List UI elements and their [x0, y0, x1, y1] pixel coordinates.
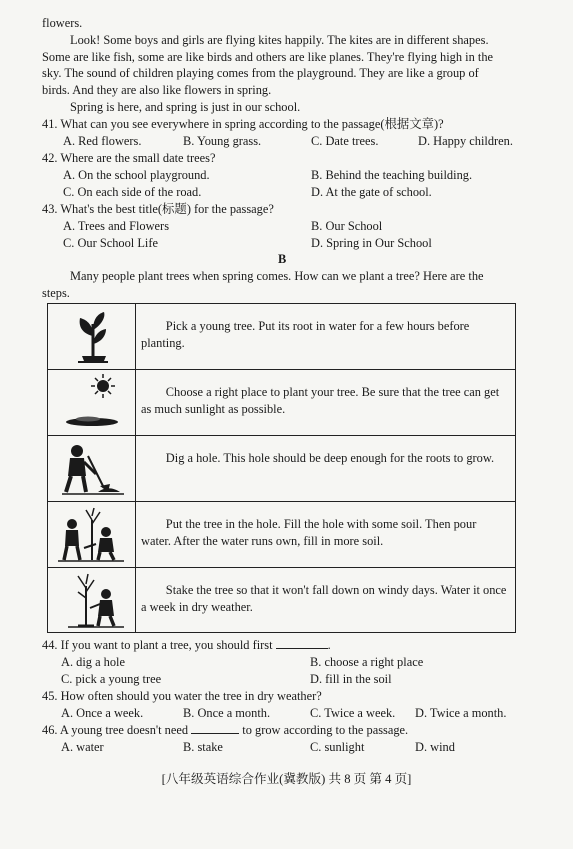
q41-option-b[interactable]: B. Young grass. [183, 134, 262, 148]
q44-option-d[interactable]: D. fill in the soil [310, 672, 392, 686]
step-text: Dig a hole. This hole should be deep enough for the roots to grow. [165, 451, 495, 465]
q44-option-c[interactable]: C. pick a young tree [61, 672, 162, 686]
section-b-heading: B [278, 252, 287, 266]
q45-option-b[interactable]: B. Once a month. [183, 706, 271, 720]
question-46-stem: 46. A young tree doesn't need to grow according to the passage. [42, 723, 409, 737]
q46-option-d[interactable]: D. wind [415, 740, 455, 754]
steps-table [47, 303, 516, 633]
step-row [48, 502, 515, 568]
step-row [48, 568, 515, 632]
page-footer: [八年级英语综合作业(冀教版) 共 8 页 第 4 页] [161, 772, 412, 786]
q43-option-a[interactable]: A. Trees and Flowers [63, 219, 170, 233]
answer-blank[interactable] [191, 722, 239, 734]
section-b-intro: Many people plant trees when spring comes. How can we plant a tree? Here are the [70, 269, 484, 283]
answer-blank[interactable] [276, 637, 328, 649]
question-44-stem: 44. If you want to plant a tree, you should first . [42, 638, 331, 652]
passage-line: Spring is here, and spring is just in our school. [70, 100, 301, 114]
passage-line: sky. The sound of children playing comes from the playground. They are like a group of [42, 66, 479, 80]
question-42-stem: 42. Where are the small date trees? [42, 151, 216, 165]
section-b-intro: steps. [42, 286, 70, 300]
passage-line: Some are like fish, some are like birds and others are like planes. They're flying high in the [42, 50, 494, 64]
step-row [48, 370, 515, 436]
q46-option-a[interactable]: A. water [61, 740, 104, 754]
question-43-stem: 43. What's the best title(标题) for the passage? [42, 202, 274, 216]
sapling-icon [48, 304, 136, 369]
question-45-stem: 45. How often should you water the tree in dry weather? [42, 689, 322, 703]
passage-line: birds. And they are also like flowers in spring. [42, 83, 272, 97]
step-row [48, 436, 515, 502]
digging-child-icon [48, 436, 136, 501]
step-text: Choose a right place to plant your tree. Be sure that the tree can get as much sunlight as possible. [141, 385, 500, 416]
q43-option-d[interactable]: D. Spring in Our School [311, 236, 432, 250]
q42-option-d[interactable]: D. At the gate of school. [311, 185, 432, 199]
q41-option-a[interactable]: A. Red flowers. [63, 134, 142, 148]
passage-line: flowers. [42, 16, 83, 30]
q41-option-c[interactable]: C. Date trees. [311, 134, 379, 148]
q45-option-c[interactable]: C. Twice a week. [310, 706, 396, 720]
q41-option-d[interactable]: D. Happy children. [418, 134, 513, 148]
q42-option-b[interactable]: B. Behind the teaching building. [311, 168, 473, 182]
q44-option-a[interactable]: A. dig a hole [61, 655, 126, 669]
step-text: Put the tree in the hole. Fill the hole with some soil. Then pour water. After the water runs own, fill in more soil. [141, 517, 477, 548]
q42-option-c[interactable]: C. On each side of the road. [63, 185, 202, 199]
q45-option-d[interactable]: D. Twice a month. [415, 706, 507, 720]
q43-option-b[interactable]: B. Our School [311, 219, 383, 233]
step-row [48, 304, 515, 370]
step-text: Pick a young tree. Put its root in water for a few hours before planting. [141, 319, 470, 350]
q42-option-a[interactable]: A. On the school playground. [63, 168, 210, 182]
passage-line: Look! Some boys and girls are flying kites happily. The kites are in different shapes. [70, 33, 489, 47]
sun-icon [48, 370, 136, 435]
q44-option-b[interactable]: B. choose a right place [310, 655, 424, 669]
q46-option-c[interactable]: C. sunlight [310, 740, 365, 754]
staking-tree-icon [48, 568, 136, 632]
planting-children-icon [48, 502, 136, 567]
q43-option-c[interactable]: C. Our School Life [63, 236, 158, 250]
q46-option-b[interactable]: B. stake [183, 740, 223, 754]
q45-option-a[interactable]: A. Once a week. [61, 706, 144, 720]
step-text: Stake the tree so that it won't fall down on windy days. Water it once a week in dry weather. [141, 583, 507, 614]
question-41-stem: 41. What can you see everywhere in spring according to the passage(根据文章)? [42, 117, 444, 131]
